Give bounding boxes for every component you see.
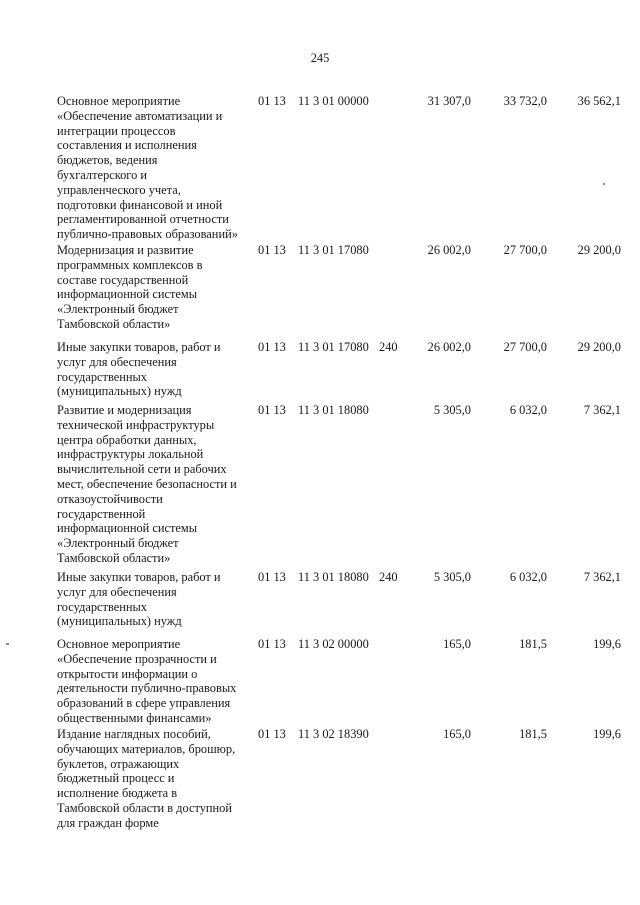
section-code: 01 13: [258, 637, 286, 651]
description-line: (муниципальных) нужд: [57, 384, 182, 399]
amount-year-2: 6 032,0: [509, 403, 547, 417]
program-code: 11 3 01 18080: [298, 403, 369, 417]
description-line: регламентированной отчетности: [57, 212, 229, 227]
description-line: бюджетный процесс и: [57, 771, 175, 786]
description-line: составления и исполнения: [57, 138, 197, 153]
row-description: [57, 727, 262, 831]
amount-year-3: 7 362,1: [583, 570, 621, 584]
scan-speck: [6, 643, 9, 645]
description-line: услуг для обеспечения: [57, 584, 177, 599]
description-line: «Электронный бюджет: [57, 302, 179, 317]
program-code: 11 3 02 18390: [298, 727, 369, 741]
description-line: бухгалтерского и: [57, 167, 147, 182]
description-line: «Обеспечение прозрачности и: [57, 651, 217, 666]
program-code: 11 3 01 17080: [298, 243, 369, 257]
description-line: программных комплексов в: [57, 257, 203, 272]
description-line: Тамбовской области»: [57, 550, 171, 565]
description-line: интеграции процессов: [57, 123, 176, 138]
row-description: [57, 637, 262, 726]
description-line: открытости информации о: [57, 666, 198, 681]
row-description: [57, 403, 262, 566]
amount-year-1: 5 305,0: [433, 403, 471, 417]
description-line: отказоустойчивости: [57, 491, 163, 506]
description-line: деятельности публично-правовых: [57, 681, 237, 696]
description-line: Основное мероприятие: [57, 94, 181, 108]
description-line: центра обработки данных,: [57, 432, 197, 447]
description-line: бюджетов, ведения: [57, 153, 158, 168]
amount-year-1: 165,0: [443, 727, 471, 741]
page-number: 245: [310, 51, 330, 65]
scan-speck: [603, 183, 605, 185]
description-line: исполнение бюджета в: [57, 786, 178, 801]
amount-year-3: 36 562,1: [577, 94, 621, 108]
amount-year-2: 181,5: [519, 637, 547, 651]
row-description: [57, 94, 262, 242]
description-line: технической инфраструктуры: [57, 417, 215, 432]
description-line: составе государственной: [57, 272, 189, 287]
description-line: Модернизация и развитие: [57, 243, 194, 257]
description-line: Развитие и модернизация: [57, 403, 192, 417]
description-line: Иные закупки товаров, работ и: [57, 340, 221, 354]
section-code: 01 13: [258, 570, 286, 584]
description-line: управленческого учета,: [57, 182, 181, 197]
section-code: 01 13: [258, 403, 286, 417]
amount-year-2: 33 732,0: [503, 94, 547, 108]
program-code: 11 3 01 00000: [298, 94, 369, 108]
description-line: Тамбовской области»: [57, 316, 171, 331]
description-line: для граждан форме: [57, 815, 159, 830]
amount-year-2: 27 700,0: [503, 340, 547, 354]
expense-type-code: 240: [379, 570, 398, 584]
section-code: 01 13: [258, 94, 286, 108]
description-line: (муниципальных) нужд: [57, 614, 182, 629]
amount-year-3: 7 362,1: [583, 403, 621, 417]
description-line: «Обеспечение автоматизации и: [57, 108, 223, 123]
description-line: Тамбовской области в доступной: [57, 800, 232, 815]
amount-year-1: 26 002,0: [427, 243, 471, 257]
amount-year-3: 29 200,0: [577, 340, 621, 354]
expense-type-code: 240: [379, 340, 398, 354]
description-line: государственных: [57, 599, 148, 614]
amount-year-1: 31 307,0: [427, 94, 471, 108]
row-description: [57, 340, 262, 399]
description-line: государственных: [57, 369, 148, 384]
description-line: образований в сфере управления: [57, 696, 231, 711]
description-line: Издание наглядных пособий,: [57, 727, 211, 741]
amount-year-2: 181,5: [519, 727, 547, 741]
description-line: государственной: [57, 506, 146, 521]
amount-year-2: 6 032,0: [509, 570, 547, 584]
description-line: Основное мероприятие: [57, 637, 181, 651]
section-code: 01 13: [258, 727, 286, 741]
section-code: 01 13: [258, 243, 286, 257]
description-line: «Электронный бюджет: [57, 536, 179, 551]
description-line: инфраструктуры локальной: [57, 447, 204, 462]
row-description: [57, 243, 262, 332]
section-code: 01 13: [258, 340, 286, 354]
amount-year-1: 26 002,0: [427, 340, 471, 354]
amount-year-3: 199,6: [593, 637, 621, 651]
amount-year-1: 5 305,0: [433, 570, 471, 584]
description-line: Иные закупки товаров, работ и: [57, 570, 221, 584]
description-line: информационной системы: [57, 287, 198, 302]
program-code: 11 3 01 18080: [298, 570, 369, 584]
description-line: информационной системы: [57, 521, 198, 536]
amount-year-1: 165,0: [443, 637, 471, 651]
description-line: общественными финансами»: [57, 710, 212, 725]
description-line: вычислительной сети и рабочих: [57, 462, 227, 477]
description-line: мест, обеспечение безопасности и: [57, 476, 237, 491]
description-line: буклетов, отражающих: [57, 756, 180, 771]
description-line: услуг для обеспечения: [57, 354, 177, 369]
program-code: 11 3 01 17080: [298, 340, 369, 354]
description-line: обучающих материалов, брошюр,: [57, 741, 236, 756]
description-line: подготовки финансовой и иной: [57, 197, 223, 212]
amount-year-3: 29 200,0: [577, 243, 621, 257]
description-line: публично-правовых образований»: [57, 227, 238, 242]
row-description: [57, 570, 262, 629]
amount-year-3: 199,6: [593, 727, 621, 741]
program-code: 11 3 02 00000: [298, 637, 369, 651]
amount-year-2: 27 700,0: [503, 243, 547, 257]
